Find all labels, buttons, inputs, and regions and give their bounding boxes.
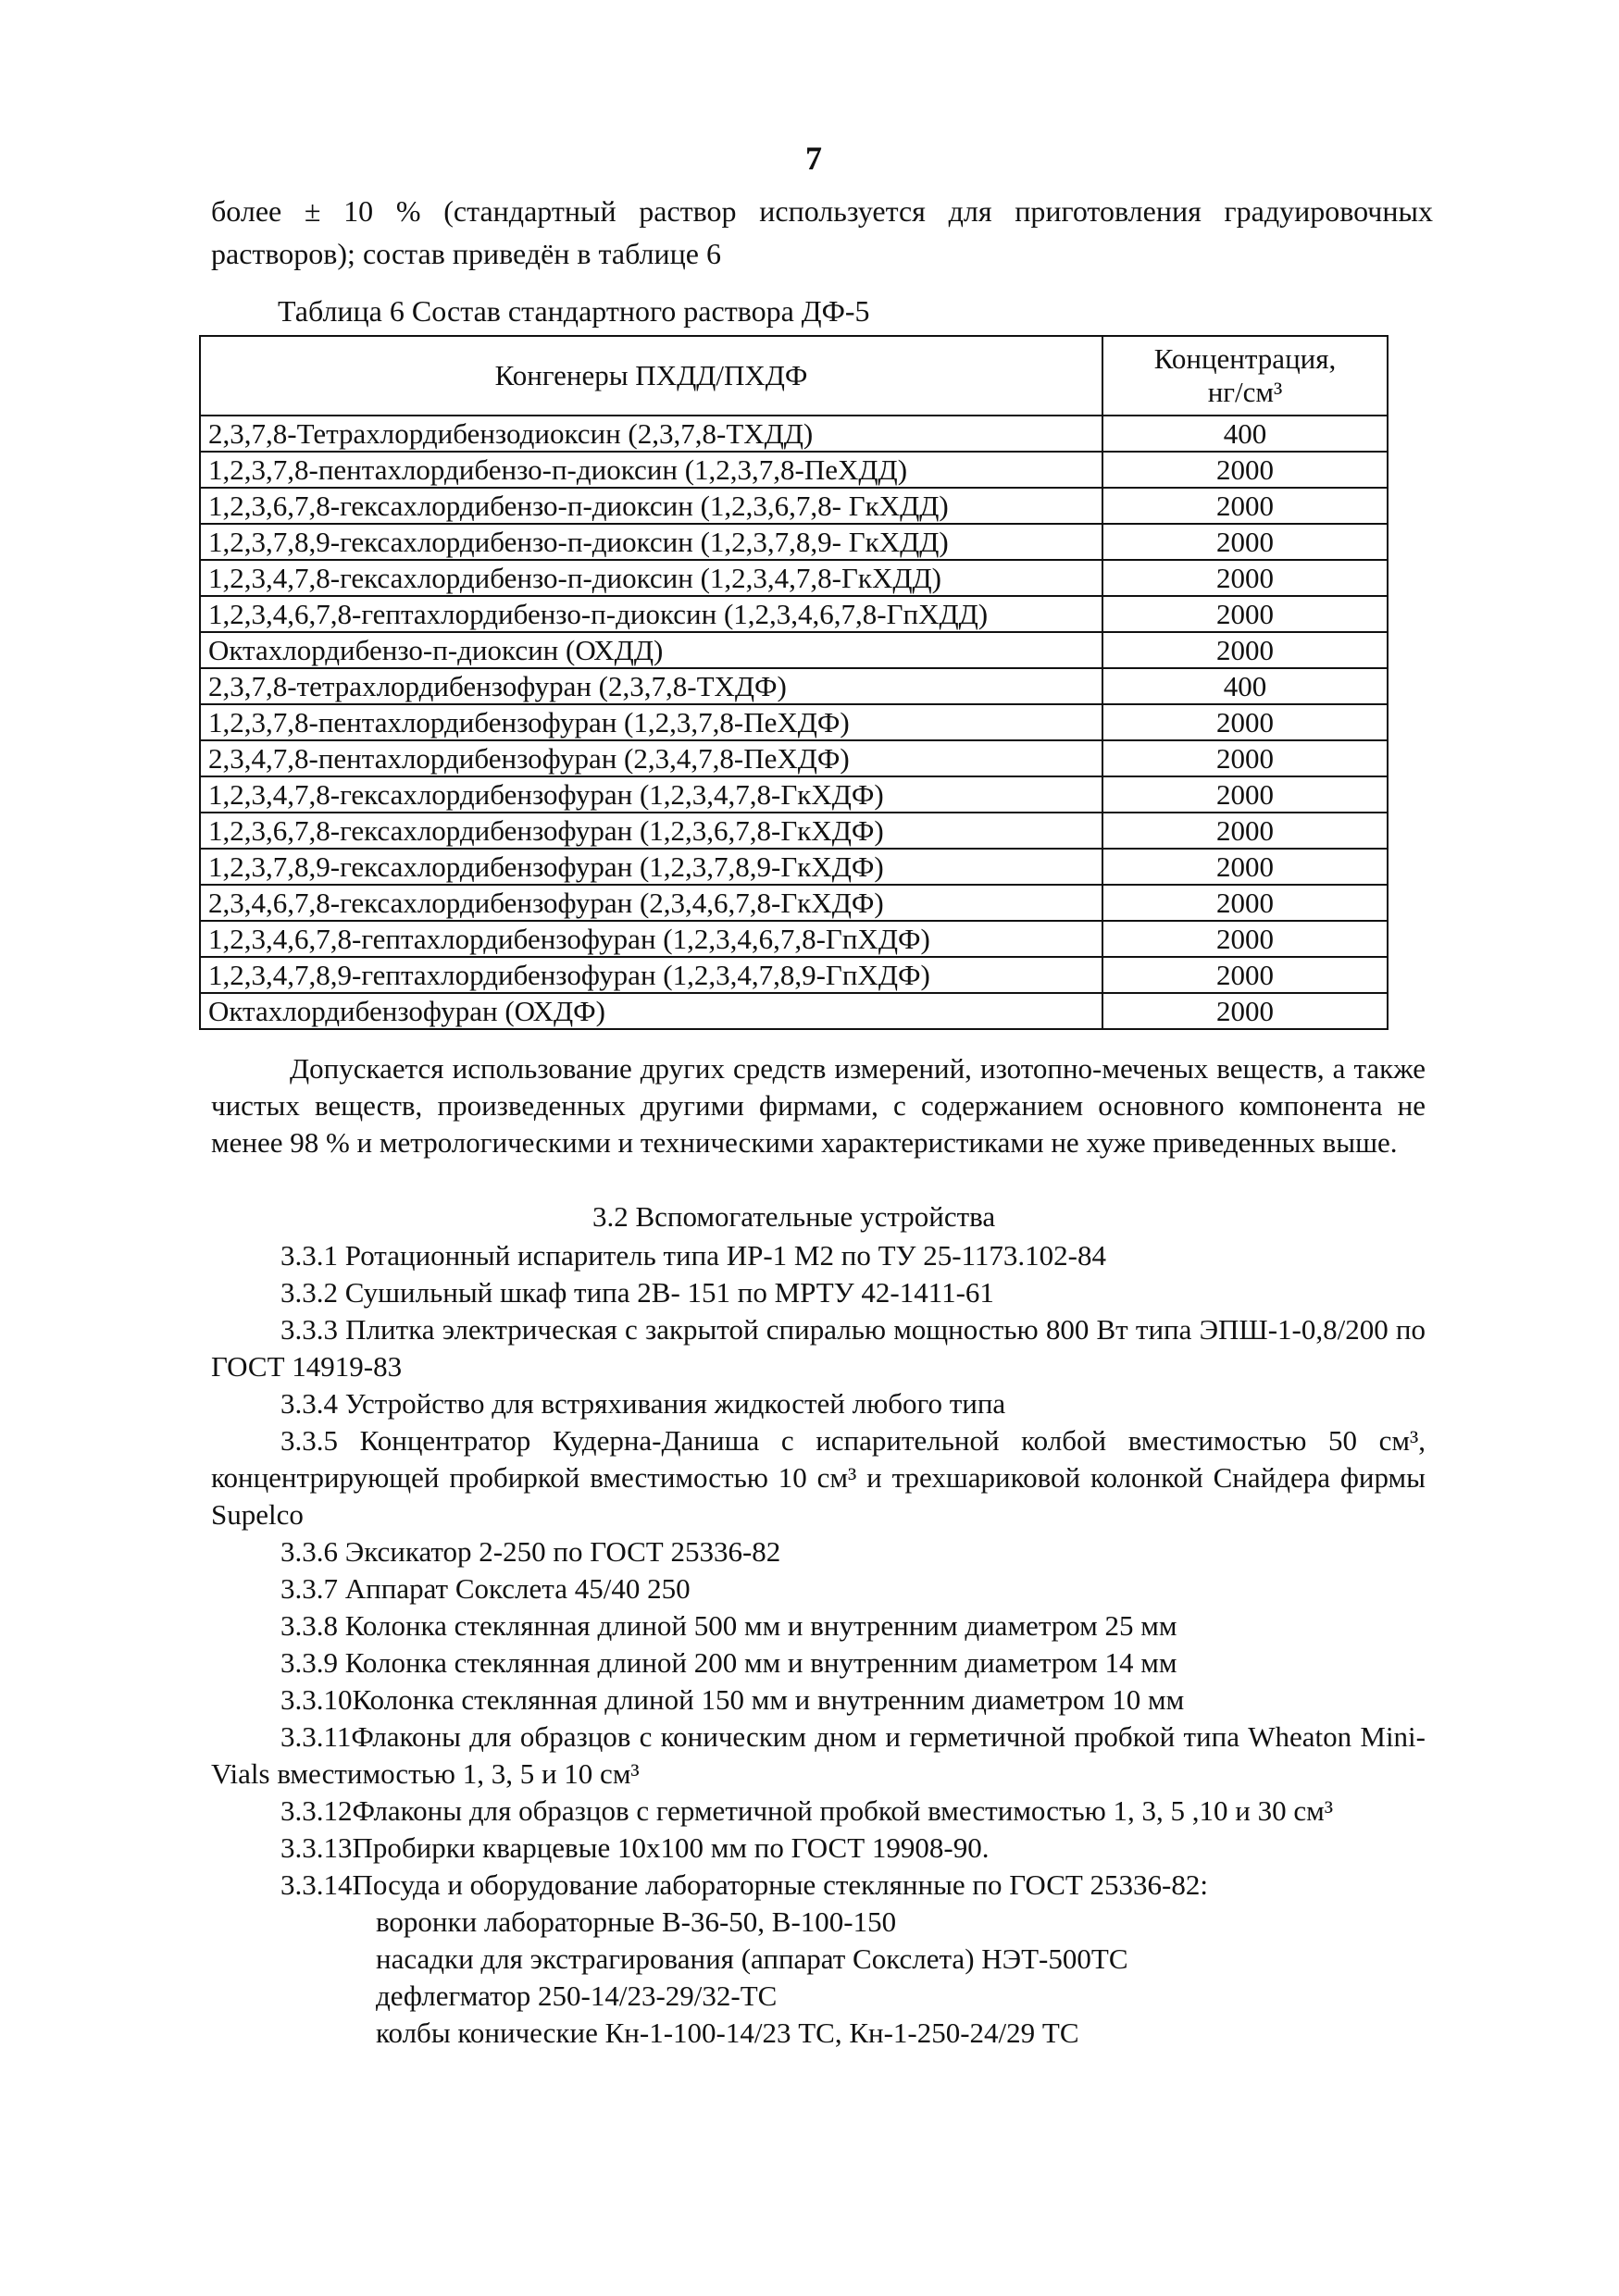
sub-list-item: колбы конические Кн-1-100-14/23 ТС, Кн-1-250-24/29 ТС — [376, 2017, 1079, 2049]
table-row — [200, 596, 1388, 632]
sub-items-list — [211, 1904, 1426, 2052]
table-row — [200, 921, 1388, 957]
concentration-value: 2000 — [1102, 957, 1388, 993]
congener-name: Октахлордибензофуран (ОХДФ) — [200, 993, 1102, 1029]
table-row — [200, 993, 1388, 1029]
list-item: 3.3.4 Устройство для встряхивания жидкостей любого типа — [280, 1387, 1006, 1420]
table-caption: Таблица 6 Состав стандартного раствора ДФ-5 — [278, 294, 870, 328]
congener-name: 1,2,3,7,8-пентахлордибензо-п-диоксин (1,2,3,7,8-ПеХДД) — [200, 452, 1102, 488]
table-row — [200, 813, 1388, 849]
concentration-value: 2000 — [1102, 813, 1388, 849]
congener-name: 1,2,3,6,7,8-гексахлордибензо-п-диоксин (1,2,3,6,7,8- ГкХДД) — [200, 488, 1102, 524]
congener-name: 2,3,4,7,8-пентахлордибензофуран (2,3,4,7,8-ПеХДФ) — [200, 740, 1102, 776]
congener-name: 1,2,3,4,7,8-гексахлордибензо-п-диоксин (1,2,3,4,7,8-ГкХДД) — [200, 560, 1102, 596]
list-item: 3.3.8 Колонка стеклянная длиной 500 мм и внутренним диаметром 25 мм — [280, 1609, 1177, 1642]
list-item: 3.3.13Пробирки кварцевые 10x100 мм по ГОСТ 19908-90. — [280, 1831, 990, 1864]
intro-paragraph: более ± 10 % (стандартный раствор используется для приготовления градуировочных растворов); состав приведён в таблице 6 — [211, 194, 1433, 270]
table-row — [200, 632, 1388, 668]
concentration-value: 2000 — [1102, 596, 1388, 632]
concentration-value: 2000 — [1102, 776, 1388, 813]
table-body — [200, 416, 1388, 1029]
list-item: 3.3.3 Плитка электрическая с закрытой спиралью мощностью 800 Вт типа ЭПШ-1-0,8/200 по ГОСТ 14919-83 — [211, 1313, 1426, 1383]
congener-name: 1,2,3,6,7,8-гексахлордибензофуран (1,2,3,6,7,8-ГкХДФ) — [200, 813, 1102, 849]
table-row — [200, 452, 1388, 488]
congener-name: 1,2,3,7,8-пентахлордибензофуран (1,2,3,7,8-ПеХДФ) — [200, 704, 1102, 740]
congener-name: 1,2,3,7,8,9-гексахлордибензо-п-диоксин (1,2,3,7,8,9- ГкХДД) — [200, 524, 1102, 560]
list-item: 3.3.6 Эксикатор 2-250 по ГОСТ 25336-82 — [280, 1535, 781, 1568]
concentration-value: 2000 — [1102, 632, 1388, 668]
congener-name: 1,2,3,4,7,8-гексахлордибензофуран (1,2,3,4,7,8-ГкХДФ) — [200, 776, 1102, 813]
section-title: 3.2 Вспомогательные устройства — [592, 1200, 996, 1233]
header-concentration — [1102, 336, 1388, 416]
concentration-value: 2000 — [1102, 740, 1388, 776]
concentration-value: 2000 — [1102, 560, 1388, 596]
table-row — [200, 957, 1388, 993]
concentration-value: 2000 — [1102, 993, 1388, 1029]
page-number: 7 — [805, 140, 822, 177]
sub-list-item: дефлегматор 250-14/23-29/32-ТС — [376, 1980, 778, 2012]
sub-list-item: насадки для экстрагирования (аппарат Сокслета) НЭТ-500ТС — [376, 1942, 1128, 1975]
congener-name: 1,2,3,4,6,7,8-гептахлордибензо-п-диоксин (1,2,3,4,6,7,8-ГпХДД) — [200, 596, 1102, 632]
congener-name: 1,2,3,7,8,9-гексахлордибензофуран (1,2,3,7,8,9-ГкХДФ) — [200, 849, 1102, 885]
list-item: 3.3.14Посуда и оборудование лабораторные стеклянные по ГОСТ 25336-82: — [280, 1868, 1208, 1901]
list-item: 3.3.10Колонка стеклянная длиной 150 мм и внутренним диаметром 10 мм — [280, 1683, 1185, 1716]
list-item: 3.3.7 Аппарат Сокслета 45/40 250 — [280, 1572, 691, 1605]
table-row — [200, 776, 1388, 813]
list-item: 3.3.1 Ротационный испаритель типа ИР-1 М2 по ТУ 25-1173.102-84 — [280, 1239, 1106, 1272]
list-item: 3.3.2 Сушильный шкаф типа 2В- 151 по МРТУ 42-1411-61 — [280, 1276, 994, 1309]
items-list — [211, 1237, 1426, 2052]
congener-name: Октахлордибензо-п-диоксин (ОХДД) — [200, 632, 1102, 668]
header-conc-line1: Концентрация, — [1153, 342, 1337, 375]
concentration-value: 400 — [1102, 416, 1388, 452]
table-header-row — [200, 336, 1388, 416]
header-conc-line2: нг/см³ — [1207, 376, 1283, 408]
congener-name: 1,2,3,4,6,7,8-гептахлордибензофуран (1,2,3,4,6,7,8-ГпХДФ) — [200, 921, 1102, 957]
table-row — [200, 668, 1388, 704]
table-row — [200, 416, 1388, 452]
congener-name: 2,3,7,8-Тетрахлордибензодиоксин (2,3,7,8-ТХДД) — [200, 416, 1102, 452]
table-row — [200, 488, 1388, 524]
concentration-value: 2000 — [1102, 849, 1388, 885]
table-row — [200, 704, 1388, 740]
concentration-value: 2000 — [1102, 452, 1388, 488]
table-row — [200, 885, 1388, 921]
congener-name: 2,3,4,6,7,8-гексахлордибензофуран (2,3,4,6,7,8-ГкХДФ) — [200, 885, 1102, 921]
concentration-value: 2000 — [1102, 704, 1388, 740]
congener-name: 2,3,7,8-тетрахлордибензофуран (2,3,7,8-ТХДФ) — [200, 668, 1102, 704]
congener-name: 1,2,3,4,7,8,9-гептахлордибензофуран (1,2,3,4,7,8,9-ГпХДФ) — [200, 957, 1102, 993]
concentration-value: 2000 — [1102, 488, 1388, 524]
concentration-value: 400 — [1102, 668, 1388, 704]
concentration-value: 2000 — [1102, 921, 1388, 957]
list-item: 3.3.5 Концентратор Кудерна-Даниша с испарительной колбой вместимостью 50 см³, концентрирующей пробиркой вместимостью 10 см³ и трехшариковой колонкой Снайдера фирмы Supelco — [211, 1424, 1426, 1531]
header-congener: Конгенеры ПХДД/ПХДФ — [200, 336, 1102, 416]
concentration-value: 2000 — [1102, 524, 1388, 560]
concentration-value: 2000 — [1102, 885, 1388, 921]
list-item: 3.3.9 Колонка стеклянная длиной 200 мм и внутренним диаметром 14 мм — [280, 1646, 1177, 1679]
list-item: 3.3.12Флаконы для образцов с герметичной пробкой вместимостью 1, 3, 5 ,10 и 30 см³ — [280, 1794, 1334, 1827]
table-row — [200, 560, 1388, 596]
sub-list-item: воронки лабораторные В-36-50, В-100-150 — [376, 1905, 897, 1938]
table-row — [200, 524, 1388, 560]
composition-table — [199, 335, 1389, 1030]
list-item: 3.3.11Флаконы для образцов с коническим дном и герметичной пробкой типа Wheaton Mini-Vials вместимостью 1, 3, 5 и 10 см³ — [211, 1720, 1426, 1790]
table-row — [200, 849, 1388, 885]
note-paragraph: Допускается использование других средств измерений, изотопно-меченых веществ, а также чистых веществ, произведенных другими фирмами, с содержанием основного компонента не менее 98 % и метрологическими и техническими характеристиками не хуже приведенных выше. — [211, 1052, 1426, 1159]
table-row — [200, 740, 1388, 776]
